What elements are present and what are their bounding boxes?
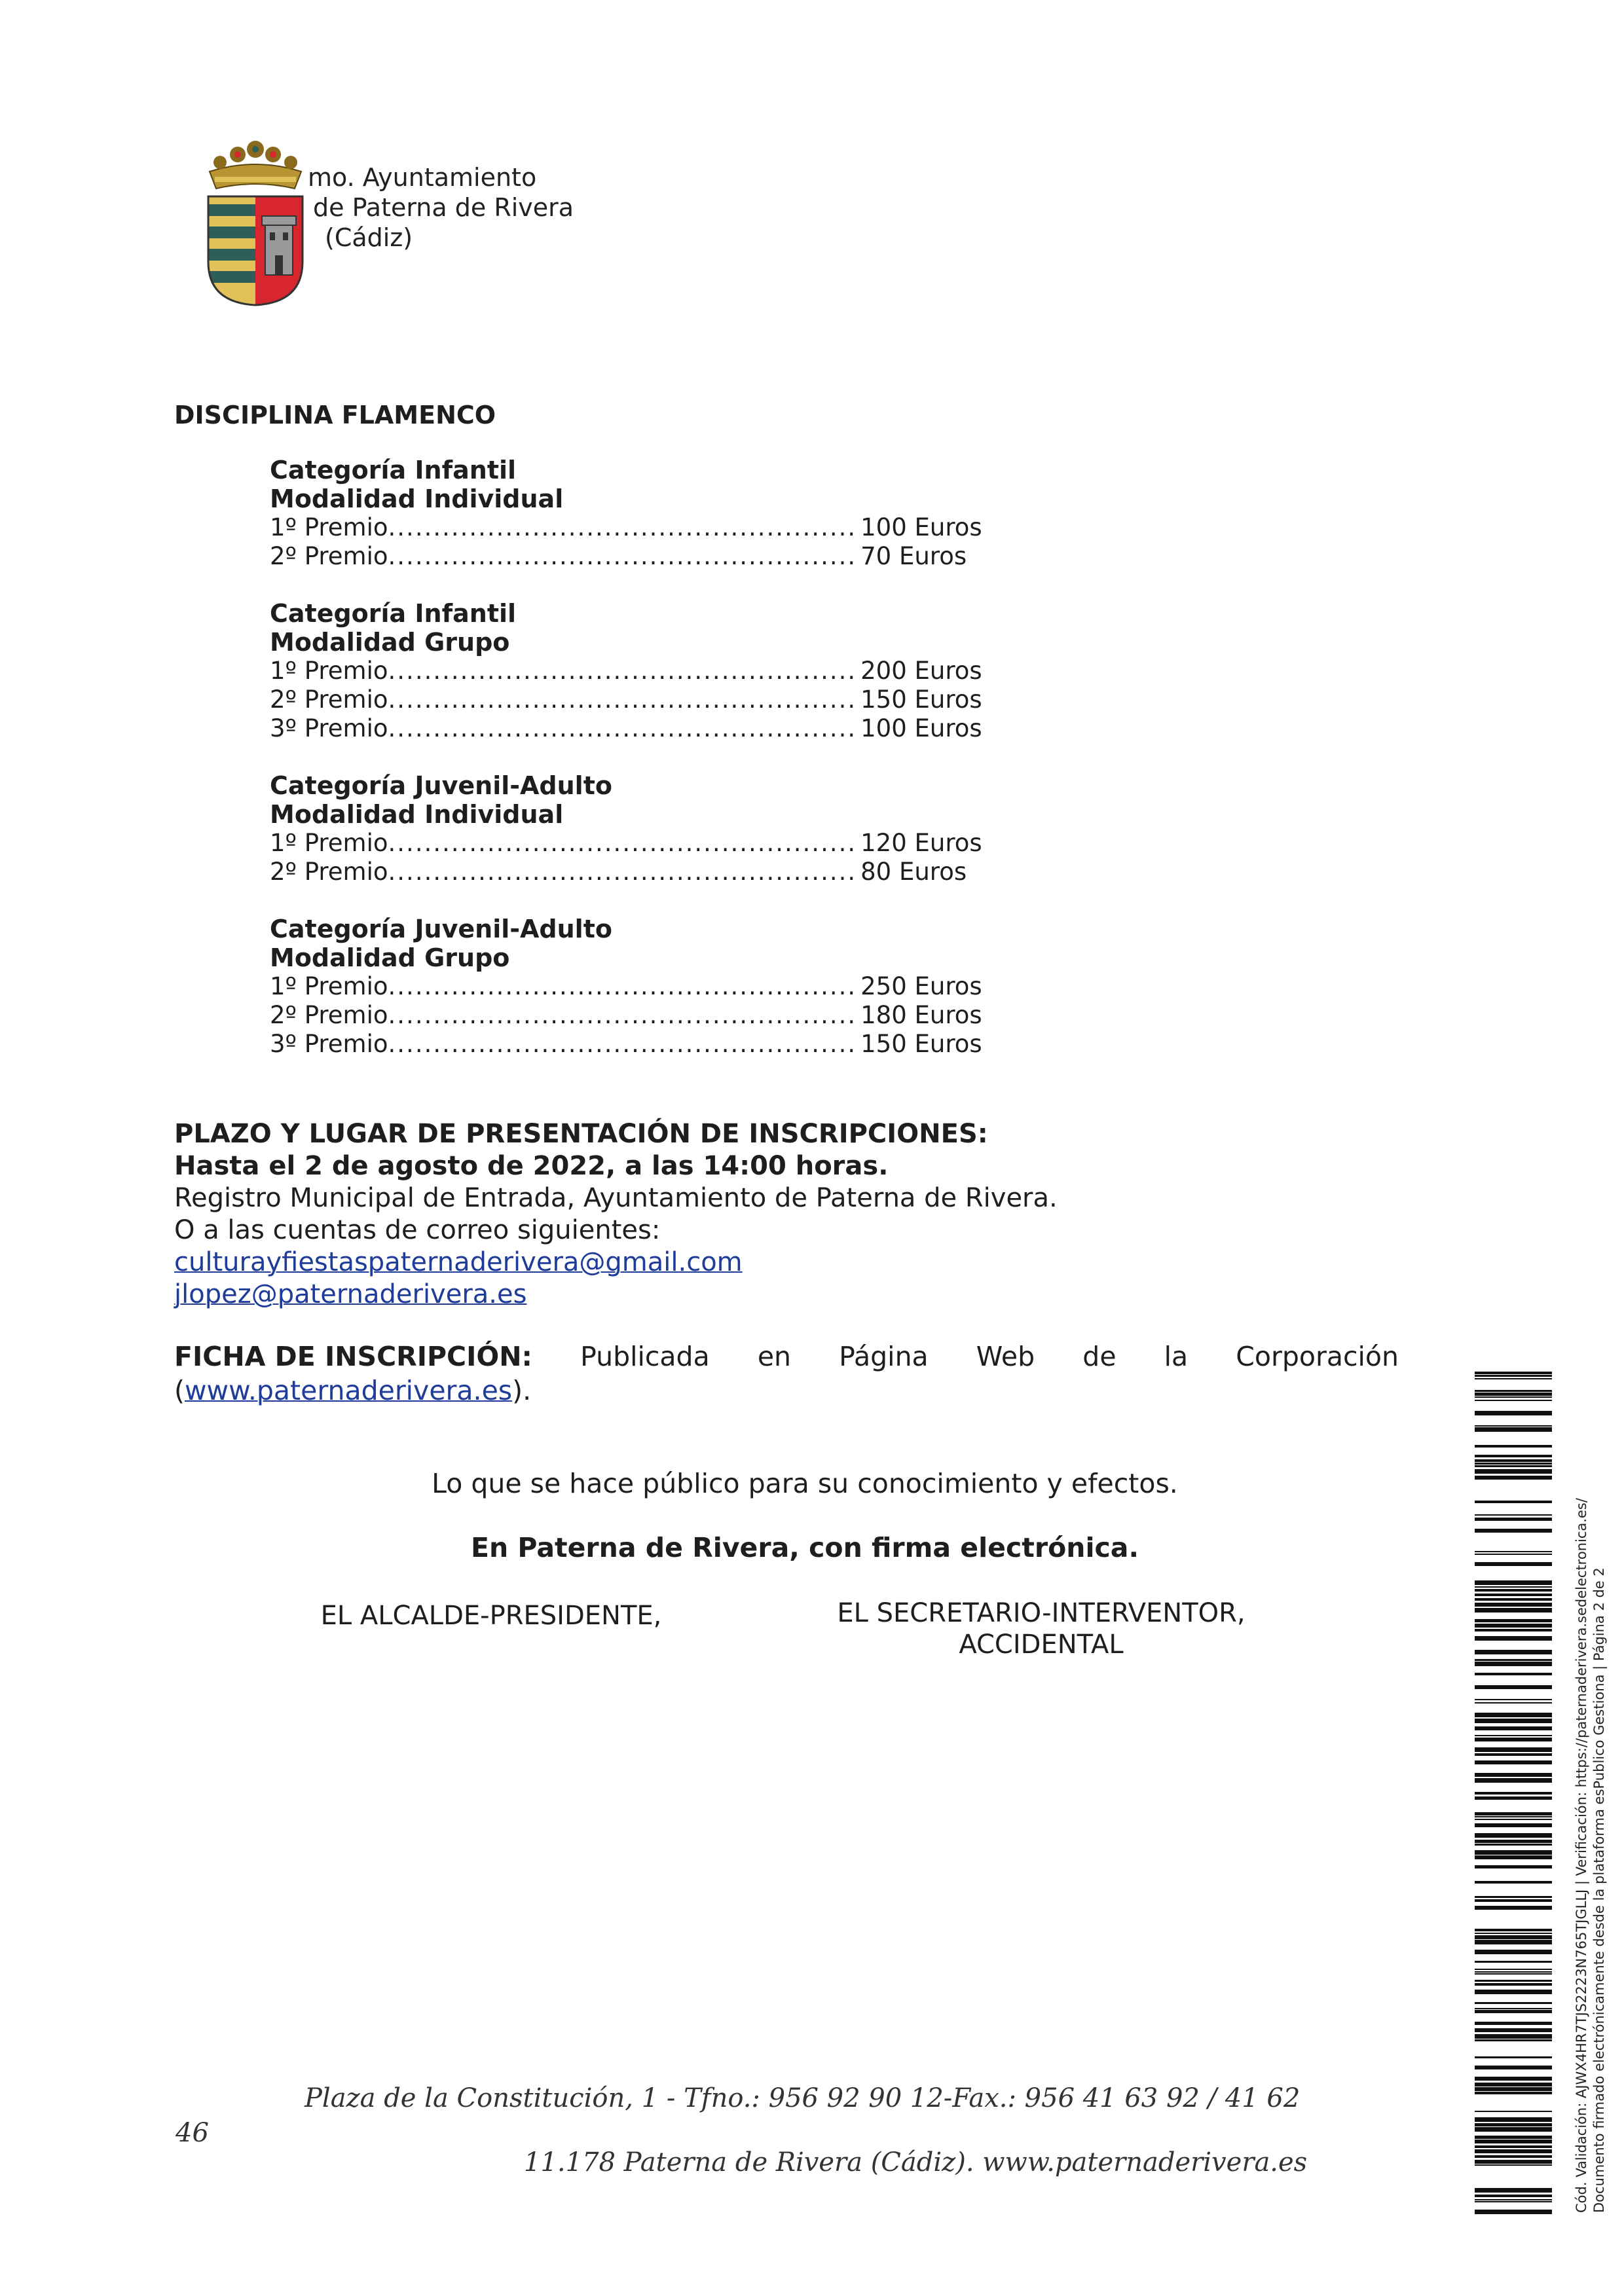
prize-row: 2º Premio.................................................... 70 Euros (270, 542, 967, 570)
barcode-bar (1475, 1685, 1552, 1689)
barcode-bar (1475, 2083, 1552, 2086)
prize-amount: 150 Euros (860, 685, 982, 714)
prize-row: 1º Premio.................................................... 250 Euros (270, 972, 982, 1000)
barcode-bar (1475, 2149, 1552, 2153)
crown-icon (210, 141, 301, 189)
barcode-bar (1475, 1735, 1552, 1736)
barcode-bar (1475, 1840, 1552, 1843)
ficha-label: FICHA DE INSCRIPCIÓN: (174, 1341, 532, 1372)
barcode-bar (1475, 1393, 1552, 1396)
barcode-bar (1475, 2145, 1552, 2148)
barcode-bar (1475, 1427, 1552, 1432)
barcode-bar (1475, 2034, 1552, 2039)
barcode-bar (1475, 1390, 1552, 1392)
barcode-bar (1475, 2136, 1552, 2139)
prize-row: 1º Premio.................................................... 100 Euros (270, 513, 982, 541)
barcode-bar (1475, 1792, 1552, 1795)
prize-label: 1º Premio (270, 972, 388, 1000)
prize-amount: 200 Euros (860, 657, 982, 685)
ficha-word: de (1082, 1341, 1116, 1372)
barcode-bar (1475, 2056, 1552, 2058)
barcode-bar (1475, 1850, 1552, 1855)
prize-amount: 70 Euros (860, 542, 967, 570)
barcode-bar (1475, 1594, 1552, 1596)
barcode-bar (1475, 1899, 1552, 1902)
barcode-bar (1475, 1396, 1552, 1398)
barcode-bar (1475, 1929, 1552, 1931)
barcode-bar (1475, 1940, 1552, 1944)
barcode-bar (1475, 1747, 1552, 1752)
prize-group-juvenil-individual (270, 771, 982, 886)
prize-row: 3º Premio.................................................... 100 Euros (270, 714, 982, 742)
barcode-bar (1475, 2123, 1552, 2126)
barcode-bar (1475, 1726, 1552, 1730)
validation-signed-line: Documento firmado electrónicamente desde la plataforma esPublico Gestiona | Página 2 de 2 (1591, 1567, 1607, 2213)
barcode-bar (1475, 2022, 1552, 2025)
ficha-website-line (174, 1375, 531, 1406)
barcode-bar (1475, 2087, 1552, 2091)
barcode-bar (1475, 1469, 1552, 1474)
barcode-bar (1475, 1906, 1552, 1910)
secretary-signature (783, 1597, 1300, 1660)
barcode-bar (1475, 2140, 1552, 2143)
section-title: DISCIPLINA FLAMENCO (174, 401, 496, 429)
prize-label: 3º Premio (270, 714, 388, 742)
barcode-bar (1475, 1465, 1552, 1467)
barcode-bar (1475, 2039, 1552, 2041)
barcode-bar (1475, 1514, 1552, 1516)
barcode-bar (1475, 2010, 1552, 2013)
barcode-bar (1475, 1629, 1552, 1631)
prize-label: 1º Premio (270, 829, 388, 857)
barcode-bar (1475, 2188, 1552, 2193)
municipal-crest (196, 131, 314, 308)
page-number: 46 (175, 2118, 209, 2148)
barcode-bar (1475, 1760, 1552, 1764)
prize-label: 3º Premio (270, 1030, 388, 1058)
barcode-bar (1475, 2028, 1552, 2032)
registration-place: Registro Municipal de Entrada, Ayuntamiento de Paterna de Rivera. (174, 1183, 1058, 1213)
prize-row: 3º Premio.................................................... 150 Euros (270, 1030, 982, 1058)
barcode-bar (1475, 1933, 1552, 1934)
barcode-bar (1475, 1961, 1552, 1963)
barcode-bar (1475, 2164, 1552, 2166)
org-name-line2: de Paterna de Rivera (313, 193, 574, 222)
barcode-bar (1475, 1971, 1552, 1973)
barcode-bar (1475, 2155, 1552, 2158)
email-link-cultura[interactable]: culturayfiestaspaternaderivera@gmail.com (174, 1247, 743, 1277)
ficha-word: Corporación (1236, 1341, 1399, 1372)
paren-close: ). (512, 1375, 532, 1406)
ficha-line (174, 1341, 1399, 1372)
registration-deadline: Hasta el 2 de agosto de 2022, a las 14:00 horas. (174, 1151, 889, 1181)
barcode-bar (1475, 1778, 1552, 1783)
barcode-bar (1475, 1950, 1552, 1954)
barcode-bar (1475, 1636, 1552, 1641)
public-notice: Lo que se hace público para su conocimiento y efectos. (432, 1468, 1178, 1499)
modality-label: Modalidad Grupo (270, 628, 510, 657)
barcode-bar (1475, 2127, 1552, 2132)
email-link-jlopez[interactable]: jlopez@paternaderivera.es (174, 1279, 527, 1309)
barcode-bar (1475, 1881, 1552, 1884)
barcode-bar (1475, 1554, 1552, 1555)
barcode-bar (1475, 1529, 1552, 1533)
prize-amount: 100 Euros (860, 714, 982, 742)
barcode-bar (1475, 2199, 1552, 2200)
ficha-word: en (757, 1341, 792, 1372)
prize-label: 1º Premio (270, 657, 388, 685)
signed-line: En Paterna de Rivera, con firma electrónica. (470, 1532, 1139, 1563)
prize-amount: 100 Euros (860, 513, 982, 541)
modality-label: Modalidad Individual (270, 484, 564, 513)
footer-address: Plaza de la Constitución, 1 - Tfno.: 956 92 90 12-Fax.: 956 41 63 92 / 41 62 (304, 2083, 1301, 2113)
prize-row: 1º Premio.................................................... 120 Euros (270, 829, 982, 857)
barcode-bar (1475, 1816, 1552, 1817)
prize-label: 2º Premio (270, 1001, 388, 1029)
prize-group-infantil-grupo (270, 599, 982, 743)
barcode-bar (1475, 1562, 1552, 1566)
ficha-word: Página (839, 1341, 929, 1372)
barcode-bar (1475, 2201, 1552, 2202)
barcode-bar (1475, 2066, 1552, 2069)
barcode-bar (1475, 1603, 1552, 1607)
barcode-bar (1475, 2008, 1552, 2009)
barcode-bar (1475, 1375, 1552, 1377)
prize-label: 2º Premio (270, 858, 388, 886)
prize-row: 1º Premio.................................................... 200 Euros (270, 657, 982, 685)
barcode-bar (1475, 1586, 1552, 1588)
barcode-bar (1475, 1738, 1552, 1741)
registration-section (174, 1118, 1418, 1311)
validation-strip (1573, 1372, 1608, 2213)
barcode-bar (1475, 1990, 1552, 1994)
prize-group-juvenil-grupo (270, 915, 982, 1059)
email-intro: O a las cuentas de correo siguientes: (174, 1215, 661, 1245)
barcode-bar (1475, 1969, 1552, 1970)
prize-amount: 80 Euros (860, 858, 967, 886)
barcode-bar (1475, 1650, 1552, 1654)
barcode-bar (1475, 1455, 1552, 1457)
barcode-bar (1475, 1865, 1552, 1868)
barcode-bar (1475, 1983, 1552, 1986)
prize-group-infantil-individual (270, 456, 982, 571)
barcode-bar (1475, 1589, 1552, 1592)
modality-label: Modalidad Grupo (270, 943, 510, 972)
barcode-bar (1475, 1659, 1552, 1661)
org-province: (Cádiz) (325, 223, 413, 252)
prize-amount: 150 Euros (860, 1030, 982, 1058)
barcode-bar (1475, 1425, 1552, 1427)
prize-amount: 180 Euros (860, 1001, 982, 1029)
barcode-bar (1475, 2002, 1552, 2004)
barcode-bar (1475, 2195, 1552, 2197)
prize-row: 2º Premio.................................................... 150 Euros (270, 685, 982, 714)
barcode-bar (1475, 1378, 1552, 1379)
barcode-bar (1475, 1855, 1552, 1859)
barcode-bar (1475, 1608, 1552, 1613)
tower-icon (262, 216, 296, 275)
barcode-bar (1475, 1819, 1552, 1820)
website-link[interactable]: www.paternaderivera.es (185, 1375, 513, 1406)
barcode-bar (1475, 1713, 1552, 1717)
org-name-line1: mo. Ayuntamiento (308, 163, 537, 192)
prize-row: 2º Premio.................................................... 180 Euros (270, 1001, 982, 1029)
prize-label: 2º Premio (270, 542, 388, 570)
barcode-bar (1475, 1662, 1552, 1666)
barcode-bar (1475, 1844, 1552, 1846)
barcode-bar (1475, 1719, 1552, 1723)
barcode-bar (1475, 1580, 1552, 1585)
barcode-bar (1475, 1619, 1552, 1622)
barcode-bar (1475, 1753, 1552, 1756)
validation-barcode (1475, 1372, 1552, 2213)
barcode-bar (1475, 2117, 1552, 2122)
prize-amount: 250 Euros (860, 972, 982, 1000)
ficha-word: Web (976, 1341, 1035, 1372)
category-label: Categoría Infantil (270, 456, 517, 484)
barcode-bar (1475, 1773, 1552, 1777)
barcode-bar (1475, 1973, 1552, 1975)
barcode-bar (1475, 2092, 1552, 2094)
barcode-bar (1475, 1624, 1552, 1628)
footer-city: 11.178 Paterna de Rivera (Cádiz). www.paternaderivera.es (524, 2147, 1308, 2178)
paren-open: ( (174, 1375, 185, 1406)
prize-label: 2º Premio (270, 685, 388, 714)
validation-code-line: Cód. Validación: AJWX4HR7TJS2223N765TJGLLJ | Verificación: https://paternaderivera.sedelectronica.es/ (1574, 1498, 1589, 2213)
barcode-bar (1475, 1400, 1552, 1401)
ficha-word: la (1164, 1341, 1189, 1372)
secretary-title: EL SECRETARIO-INTERVENTOR, (837, 1598, 1246, 1628)
barcode-bar (1475, 2077, 1552, 2081)
barcode-bar (1475, 1935, 1552, 1939)
barcode-bar (1475, 1812, 1552, 1815)
barcode-bar (1475, 2111, 1552, 2112)
barcode-bar (1475, 1445, 1552, 1448)
barcode-bar (1475, 1699, 1552, 1700)
prize-label: 1º Premio (270, 513, 388, 541)
barcode-bar (1475, 1476, 1552, 1480)
ficha-word: Publicada (580, 1341, 710, 1372)
barcode-bar (1475, 1551, 1552, 1552)
category-label: Categoría Juvenil-Adulto (270, 915, 612, 943)
modality-label: Modalidad Individual (270, 800, 564, 829)
barcode-bar (1475, 1673, 1552, 1675)
barcode-bar (1475, 2210, 1552, 2214)
category-label: Categoría Infantil (270, 599, 517, 628)
barcode-bar (1475, 1459, 1552, 1462)
barcode-bar (1475, 1463, 1552, 1465)
barcode-bar (1475, 1501, 1552, 1503)
barcode-bar (1475, 1702, 1552, 1704)
prize-amount: 120 Euros (860, 829, 982, 857)
barcode-bar (1475, 1796, 1552, 1800)
barcode-bar (1475, 1896, 1552, 1898)
barcode-bar (1475, 1411, 1552, 1415)
barcode-bar (1475, 1980, 1552, 1982)
barcode-bar (1475, 1372, 1552, 1374)
category-label: Categoría Juvenil-Adulto (270, 771, 612, 800)
barcode-bar (1475, 1598, 1552, 1601)
barcode-bar (1475, 2160, 1552, 2164)
secretary-subtitle: ACCIDENTAL (959, 1630, 1124, 1660)
registration-title: PLAZO Y LUGAR DE PRESENTACIÓN DE INSCRIPCIONES: (174, 1119, 988, 1149)
barcode-bar (1475, 1833, 1552, 1838)
prize-row: 2º Premio.................................................... 80 Euros (270, 858, 967, 886)
mayor-signature: EL ALCALDE-PRESIDENTE, (320, 1601, 662, 1631)
barcode-bar (1475, 1823, 1552, 1827)
barcode-bar (1475, 1518, 1552, 1521)
